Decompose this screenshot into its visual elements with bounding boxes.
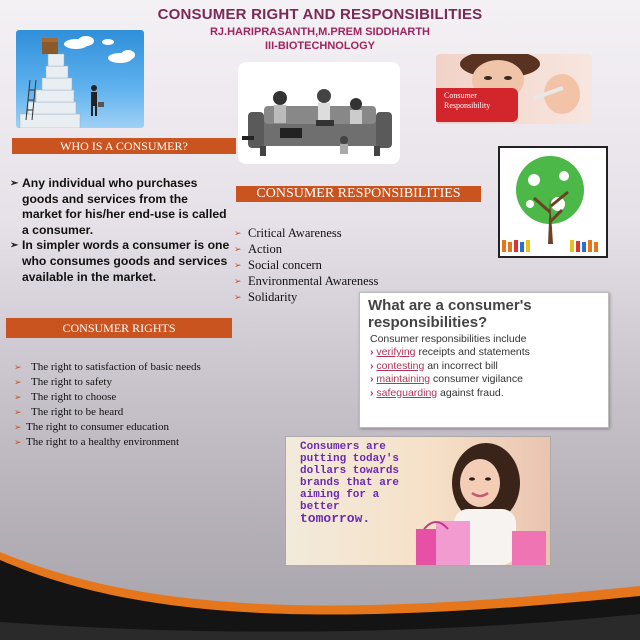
list-item	[370, 360, 530, 374]
slide-rest: consumer vigilance	[430, 373, 523, 385]
slide-title-line2: responsibilities?	[368, 314, 488, 331]
slide-rest: against fraud.	[437, 386, 504, 399]
bottom-wave-decoration	[0, 540, 640, 640]
rights-list	[14, 360, 201, 450]
slide-list	[370, 346, 530, 400]
family-couch-illustration	[238, 62, 400, 164]
slide-intro: Consumer responsibilities include	[370, 333, 527, 345]
list-item: ➢ Critical Awareness	[234, 225, 378, 241]
list-item: ➢ The right to be heard	[14, 405, 201, 420]
slide-highlight: maintaining	[376, 373, 431, 385]
slide-highlight: contesting	[376, 359, 425, 372]
consumer-responsibility-photo	[436, 54, 592, 124]
list-item: ➢ Social concern	[234, 257, 378, 273]
responsibilities-slide	[359, 292, 609, 428]
consumer-responsibilities-heading: CONSUMER RESPONSIBILITIES	[236, 186, 481, 202]
list-item: ➢ Environmental Awareness	[234, 273, 378, 289]
list-item	[370, 387, 530, 401]
list-item: ➢ The right to consumer education	[14, 420, 201, 435]
globe-tree-illustration	[498, 146, 608, 258]
list-item: ➢ Solidarity	[234, 289, 378, 305]
list-item: ➢ Action	[234, 241, 378, 257]
poster-authors: RJ.HARIPRASANTH,M.PREM SIDDHARTH	[209, 26, 430, 38]
list-item: ➢ In simpler words a consumer is one who consumes goods and services available in the market.	[10, 238, 230, 285]
list-item	[370, 346, 530, 360]
list-item: ➢ The right to satisfaction of basic needs	[14, 360, 201, 375]
ad-text-line: aiming for a	[300, 489, 380, 501]
poster-title: CONSUMER RIGHT AND RESPONSIBILITIES	[157, 6, 483, 23]
ad-text-line: dollars towards	[300, 465, 400, 477]
consumer-rights-heading: CONSUMER RIGHTS	[6, 318, 232, 338]
who-is-consumer-heading: WHO IS A CONSUMER?	[12, 138, 236, 154]
poster-department: III-BIOTECHNOLOGY	[265, 40, 375, 52]
list-item: ➢ The right to a healthy environment	[14, 435, 201, 450]
responsibility-tag-line2: Responsibility	[444, 101, 491, 110]
who-is-consumer-list	[10, 176, 230, 285]
ad-text-line: brands that are	[300, 477, 400, 489]
list-item: ➢ The right to choose	[14, 390, 201, 405]
family-icon	[238, 62, 400, 164]
tree-globe-icon	[500, 148, 606, 256]
responsibility-tag-line1: Consumer	[444, 91, 477, 100]
slide-rest: an incorrect bill	[424, 359, 498, 372]
slide-highlight: verifying	[376, 346, 416, 358]
ad-text-line: Consumers are	[300, 441, 386, 453]
ad-text	[300, 441, 420, 525]
slide-title-line1: What are a consumer's	[368, 297, 532, 314]
stairs-illustration	[16, 30, 144, 128]
responsibilities-list	[234, 225, 378, 305]
slide-title	[368, 297, 532, 331]
stairs-icon	[16, 30, 144, 128]
list-item	[370, 373, 530, 387]
responsibility-tag	[436, 88, 518, 122]
list-item: ➢ Any individual who purchases goods and services from the market for his/her end-use is called a consumer.	[10, 176, 230, 238]
list-item: ➢ The right to safety	[14, 375, 201, 390]
ad-text-line: better	[300, 501, 340, 513]
slide-highlight: safeguarding	[376, 386, 438, 399]
ad-text-line: tomorrow.	[300, 511, 371, 526]
slide-rest: receipts and statements	[415, 346, 530, 358]
ad-text-line: putting today's	[300, 453, 400, 465]
